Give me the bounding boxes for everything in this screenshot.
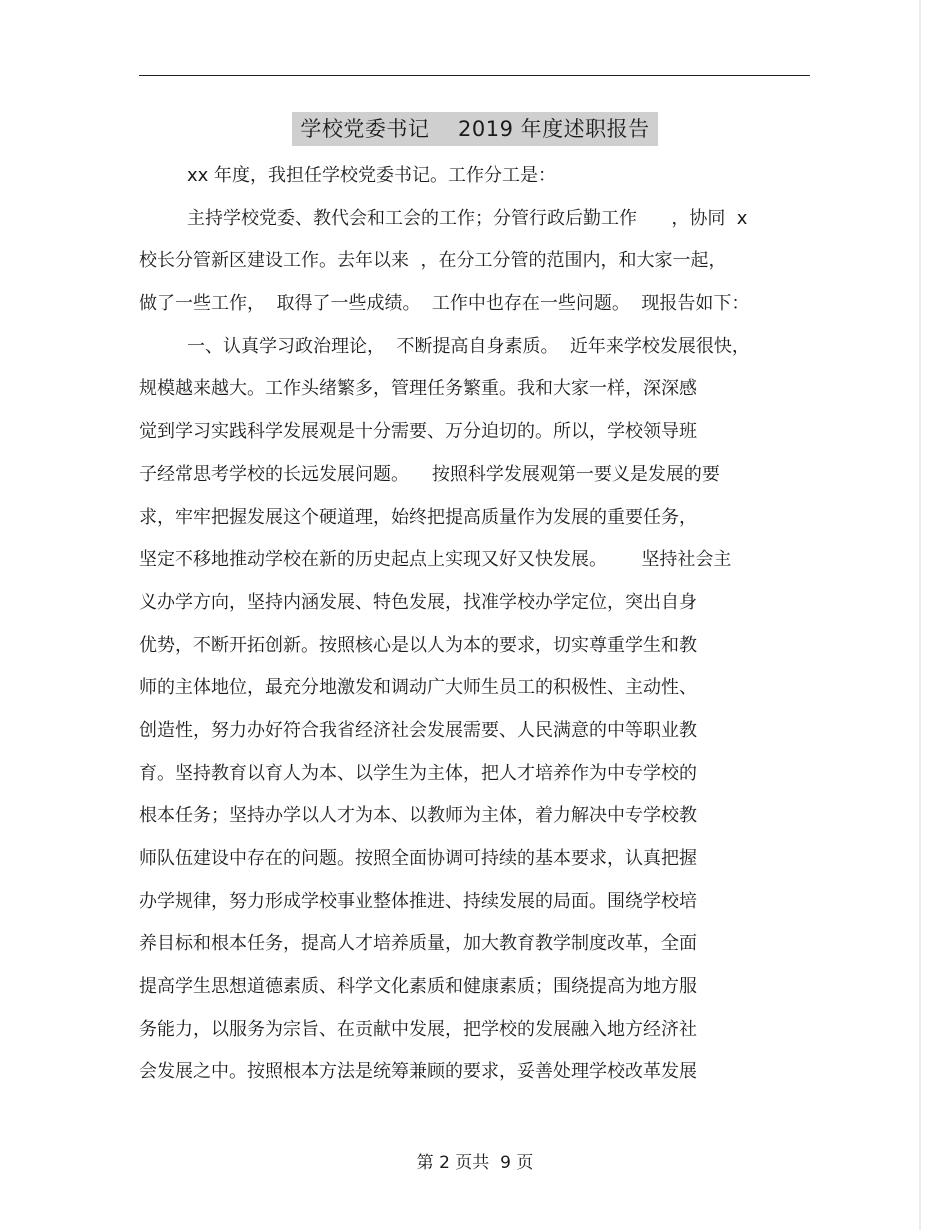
- text-line: 创造性，努力办好符合我省经济社会发展需要、人民满意的中等职业教: [139, 719, 697, 741]
- text-line: 养目标和根本任务，提高人才培养质量，加大教育教学制度改革，全面: [139, 933, 697, 955]
- body-text: [139, 161, 811, 1100]
- text-line: 办学规律，努力形成学校事业整体推进、持续发展的局面。围绕学校培: [139, 890, 697, 912]
- text-line: xx 年度，我担任学校党委书记。工作分工是：: [187, 165, 557, 186]
- text-line: 一、认真学习政治理论， 不断提高自身素质。 近年来学校发展很快，: [187, 335, 750, 357]
- text-line: 规模越来越大。工作头绪繁多，管理任务繁重。我和大家一样，深深感: [139, 378, 697, 400]
- text-line: 义办学方向，坚持内涵发展、特色发展，找准学校办学定位，突出自身: [139, 591, 697, 613]
- text-line: 育。坚持教育以育人为本、以学生为主体，把人才培养作为中专学校的: [139, 762, 697, 784]
- text-line: 师的主体地位，最充分地激发和调动广大师生员工的积极性、主动性、: [139, 677, 697, 699]
- text-line: 优势，不断开拓创新。按照核心是以人为本的要求，切实尊重学生和教: [139, 634, 697, 656]
- text-line: 师队伍建设中存在的问题。按照全面协调可持续的基本要求，认真把握: [139, 848, 697, 869]
- text-line: 根本任务；坚持办学以人才为本、以教师为主体，着力解决中专学校教: [139, 805, 697, 827]
- page-edge: [919, 0, 921, 1230]
- text-line: 求，牢牢把握发展这个硬道理，始终把提高质量作为发展的重要任务，: [139, 506, 697, 528]
- text-line: 做了一些工作， 取得了一些成绩。 工作中也存在一些问题。 现报告如下：: [139, 293, 750, 315]
- text-line: 子经常思考学校的长远发展问题。 按照科学发展观第一要义是发展的要: [139, 463, 720, 485]
- text-line: 校长分管新区建设工作。去年以来 ，在分工分管的范围内，和大家一起，: [139, 250, 727, 272]
- text-line: 坚定不移地推动学校在新的历史起点上实现又好又快发展。 坚持社会主: [139, 549, 732, 571]
- text-line: 提高学生思想道德素质、科学文化素质和健康素质；围绕提高为地方服: [139, 976, 697, 998]
- text-line: 主持学校党委、教代会和工会的工作；分管行政后勤工作 ，协同 x: [187, 207, 748, 229]
- header-rule: [139, 75, 810, 76]
- title-block: [0, 112, 950, 146]
- document-title: 学校党委书记 2019 年度述职报告: [292, 112, 657, 146]
- text-line: 会发展之中。按照根本方法是统筹兼顾的要求，妥善处理学校改革发展: [139, 1061, 697, 1083]
- text-line: 觉到学习实践科学发展观是十分需要、万分迫切的。所以，学校领导班: [139, 421, 697, 443]
- page-number: 第 2 页共 9 页: [416, 1153, 534, 1173]
- text-line: 务能力，以服务为宗旨、在贡献中发展，把学校的发展融入地方经济社: [139, 1018, 697, 1040]
